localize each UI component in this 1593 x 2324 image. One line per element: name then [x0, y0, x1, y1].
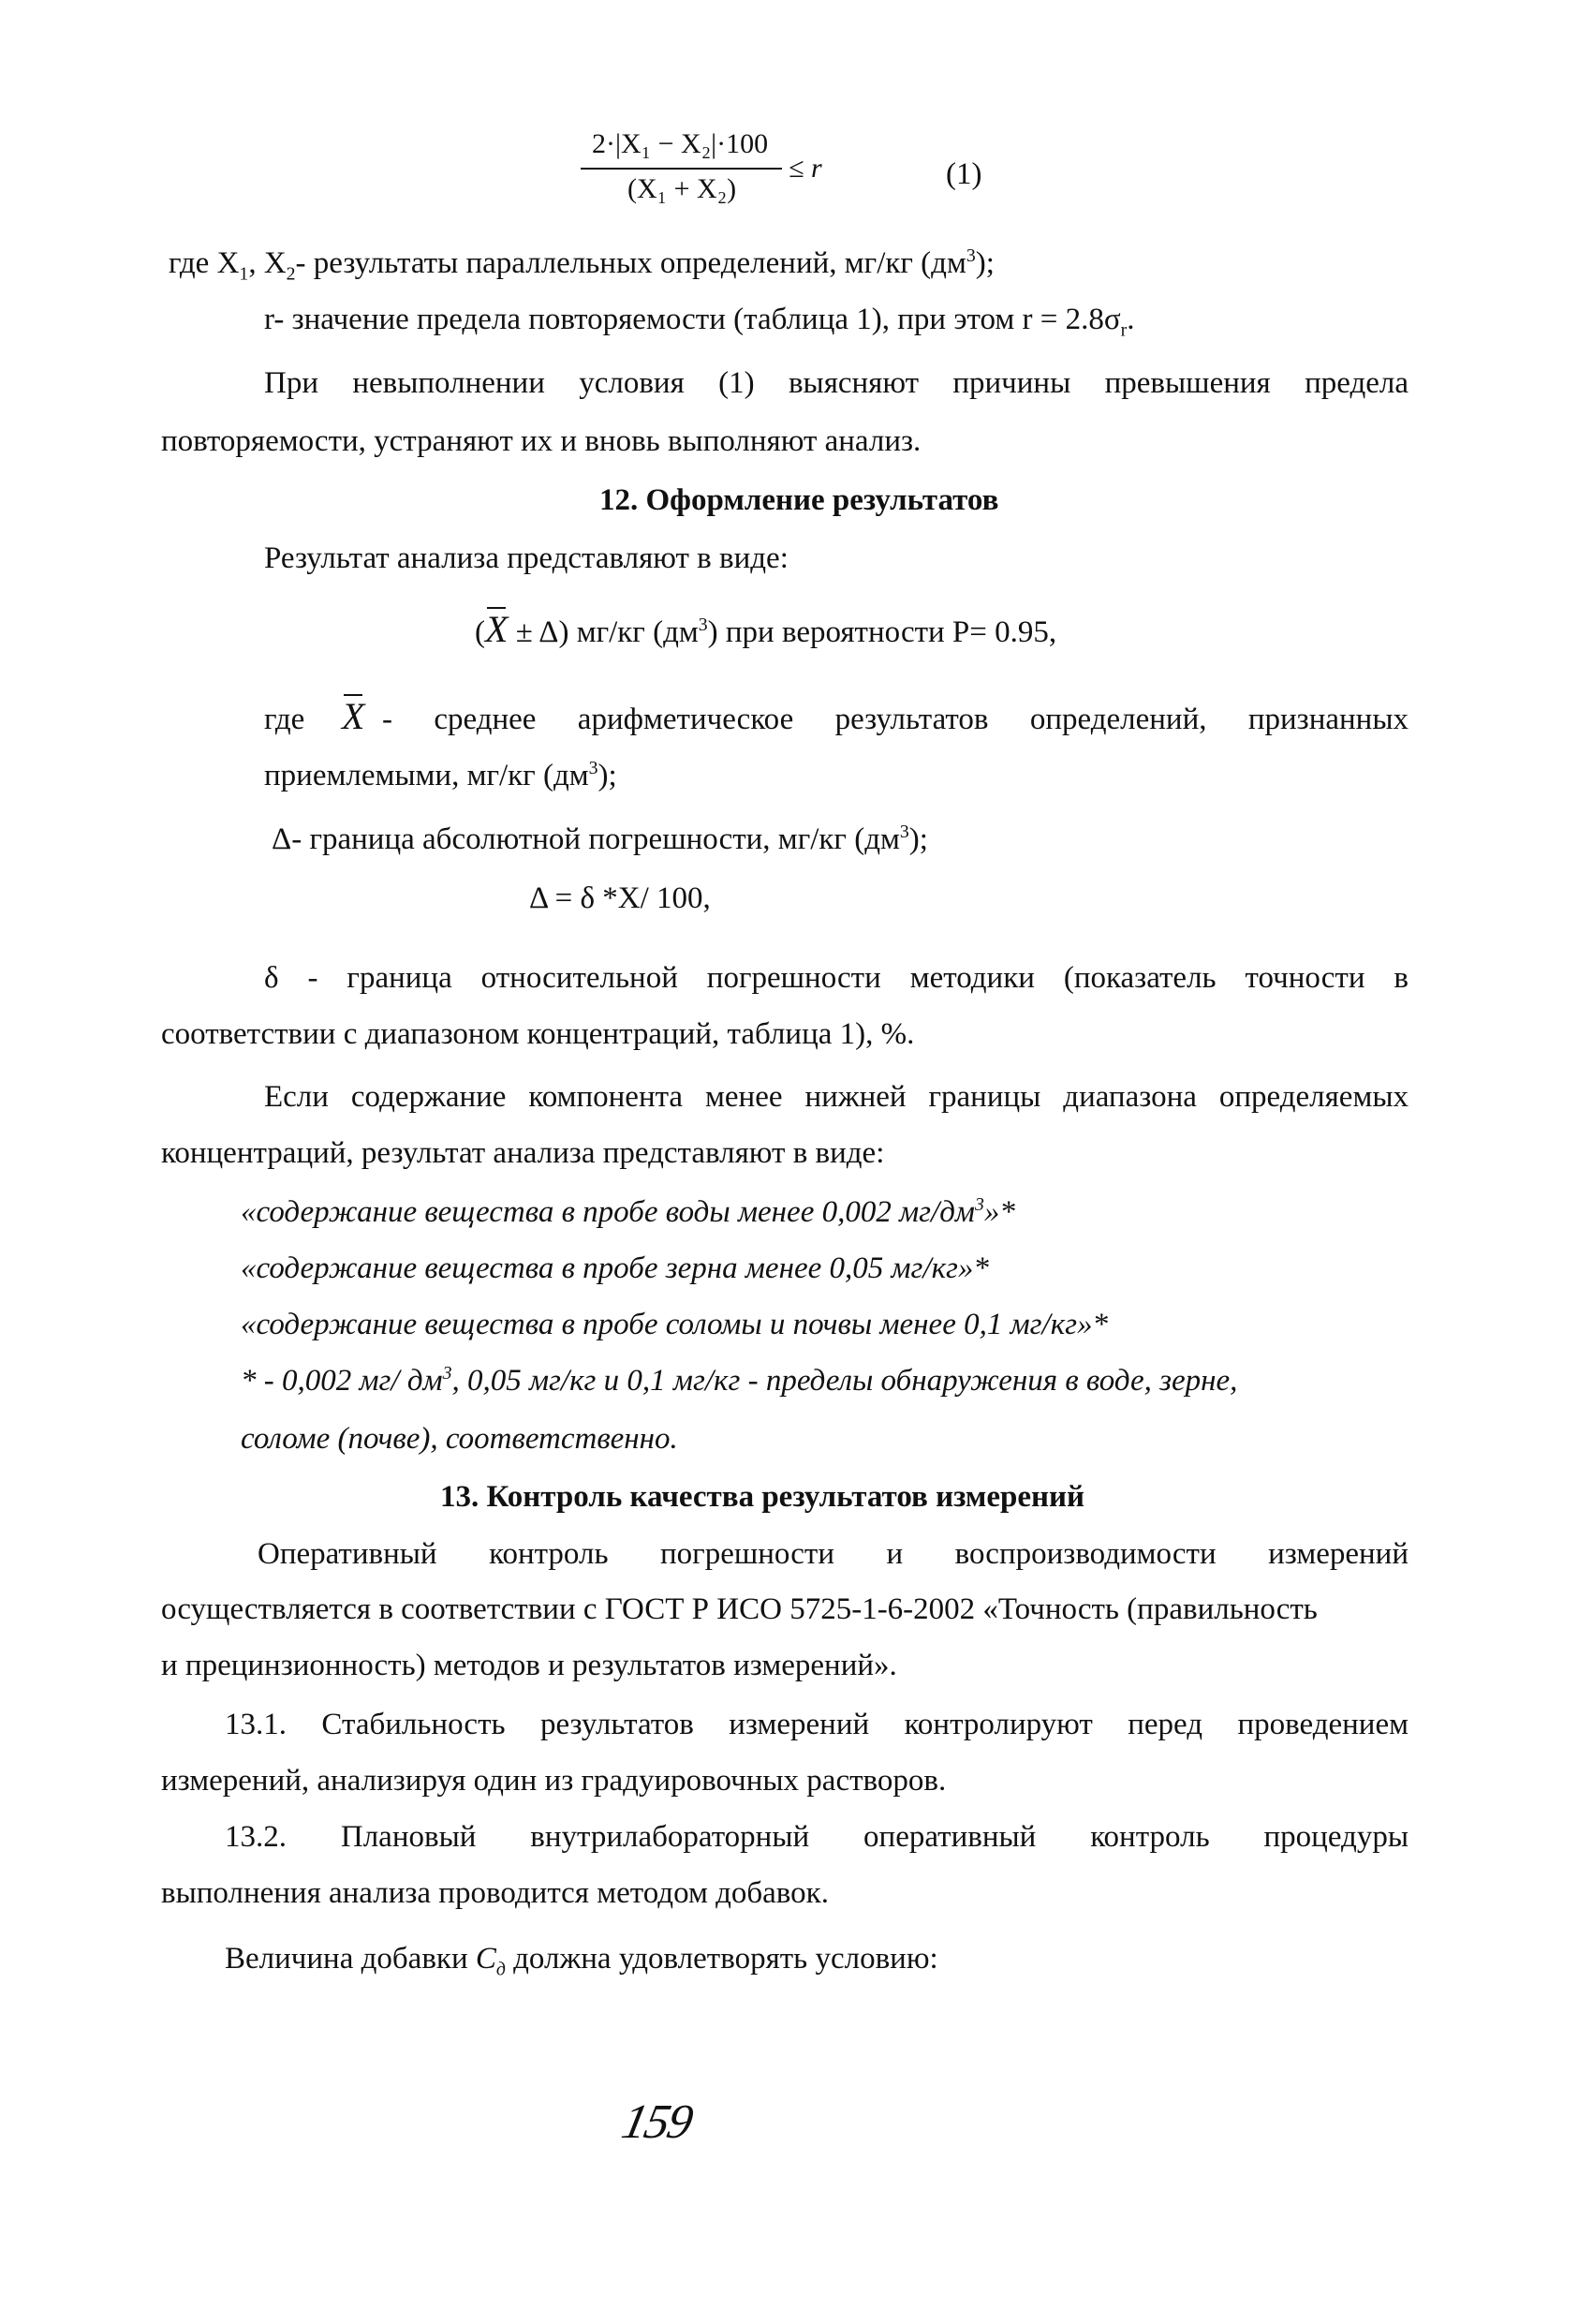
section-12-heading: 12. Оформление результатов: [599, 483, 999, 517]
para-fail-line1: При невыполнении условия (1) выясняют причины превышения предела: [264, 366, 1409, 400]
quote-straw-soil: «содержание вещества в пробе соломы и почвы менее 0,1 мг/кг»*: [241, 1308, 1109, 1341]
formula-relation: ≤ r: [789, 153, 822, 184]
where-xbar-line2: приемлемыми, мг/кг $(дм^3)$;: [264, 758, 617, 792]
para-fail-line2: повторяемости, устраняют их и вновь выполняют анализ.: [161, 424, 922, 458]
delta-formula: Δ = δ *X/ 100,: [529, 881, 711, 915]
where-xbar-symbol: X: [342, 695, 365, 737]
x-bar-symbol: X: [485, 608, 509, 650]
formula-denominator: (X₁ + X₂): [627, 173, 737, 204]
additive-condition: Величина добавки $C_д$ должна удовлетворять условию:: [225, 1942, 938, 1980]
where-xbar-text: - среднее арифметическое результатов определений, признанных: [382, 703, 1409, 736]
op-control-line1: Оперативный контроль погрешности и воспроизводимости измерений: [258, 1537, 1409, 1571]
page-number-handwritten: 159: [617, 2095, 697, 2149]
quote-grain: «содержание вещества в пробе зерна менее 0,05 мг/кг»*: [241, 1251, 989, 1285]
op-control-line3: и прецинзионность) методов и результатов измерений».: [161, 1649, 897, 1682]
para-13-1-line1: 13.1. Стабильность результатов измерений контролируют перед проведением: [225, 1708, 1409, 1741]
para-13-2-line1: 13.2. Плановый внутрилабораторный оперативный контроль процедуры: [225, 1820, 1409, 1854]
formula-fraction-bar: [581, 168, 782, 170]
formula-numerator: 2·|X₁ − X₂|·100: [592, 128, 769, 159]
low-content-line1: Если содержание компонента менее нижней границы диапазона определяемых: [264, 1080, 1409, 1114]
relative-error-line2: соответствии с диапазоном концентраций, таблица 1), %.: [161, 1017, 915, 1051]
relative-error-line1: δ - граница относительной погрешности методики (показатель точности в: [264, 961, 1409, 995]
formula-label: (1): [946, 157, 982, 191]
delta-definition: Δ- граница абсолютной погрешности, мг/кг $(дм^3)$;: [272, 822, 928, 856]
low-content-line2: концентраций, результат анализа представляют в виде:: [161, 1136, 885, 1170]
repeatability-limit-text: r- значение предела повторяемости (таблица 1), при этом $r = 2.8\sigma_r$.: [264, 303, 1135, 341]
result-intro: Результат анализа представляют в виде:: [264, 541, 789, 575]
formula-repeatability: [581, 126, 862, 220]
para-13-2-line2: выполнения анализа проводится методом добавок.: [161, 1876, 829, 1910]
where-x1-x2: где $X_1$, $X_2-$ результаты параллельных определений, мг/кг $(дм^3)$;: [169, 245, 995, 285]
quote-water: «содержание вещества в пробе воды менее 0,002 $мг/дм^3»*$: [241, 1194, 1015, 1229]
op-control-line2: осуществляется в соответствии с ГОСТ Р ИСО 5725-1-6-2002 «Точность (правильность: [161, 1592, 1318, 1626]
where-xbar-word: где: [264, 703, 305, 736]
detection-limits-note: * - 0,002 мг/ $дм^3$, 0,05 мг/кг и 0,1 мг/кг - пределы обнаружения в воде, зерне,: [241, 1363, 1238, 1398]
para-13-1-line2: измерений, анализируя один из градуировочных растворов.: [161, 1764, 947, 1798]
result-formula: (X ± Δ) мг/кг $(дм^3)$ при вероятности P= 0.95,: [475, 608, 1057, 650]
section-13-heading: 13. Контроль качества результатов измерений: [440, 1480, 1085, 1514]
detection-limits-note-line2: соломе (почве), соответственно.: [241, 1422, 678, 1456]
